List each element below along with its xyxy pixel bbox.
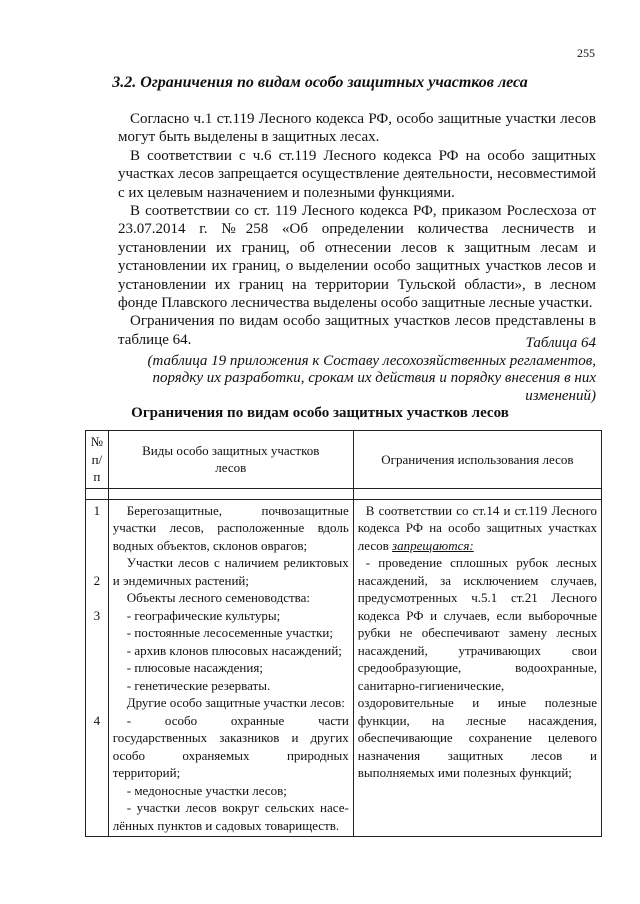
paragraph: В соответствии с ч.6 ст.119 Лесного кодекса РФ на особо защитных участках лесов запрещается осуществление деятельности, несовместимой с их целевым назначением и полезными функциями.	[118, 147, 596, 201]
header-limits: Ограничения использования лесов	[353, 431, 601, 489]
table-row	[86, 499, 602, 837]
type-subitem: - плюсовые насаждения;	[126, 660, 263, 675]
limits-intro-text: В соответствии со ст.14 и ст.119 Лесного кодекса РФ на особо защитных участках лесов	[357, 502, 597, 553]
limits-cell	[353, 499, 601, 837]
row-number: 2	[93, 572, 101, 588]
limits-prohibited: запрещаются:	[392, 537, 474, 553]
types-cell	[108, 499, 353, 837]
table-caption-note: (таблица 19 приложения к Составу лесохозяйственных регламентов,	[147, 352, 596, 369]
restrictions-table	[85, 430, 602, 837]
type-item: Участки лесов с наличием реликтовых и эндемичных растений;	[112, 555, 349, 588]
section-heading: 3.2. Ограничения по видам особо защитных участков леса	[112, 74, 528, 91]
type-subitem: - постоянные лесосеменные участки;	[126, 625, 333, 640]
type-item: Берегозащитные, почвозащитные участки лесов, расположенные вдоль водных объектов, склонов оврагов;	[112, 502, 349, 553]
spacer-row	[86, 488, 602, 499]
type-item: Другие особо защитные участки лесов:	[126, 695, 345, 710]
type-subitem: - архив клонов плюсовых насаждений;	[126, 642, 342, 658]
row-number: 1	[93, 502, 101, 518]
row-number-gap	[90, 519, 104, 572]
paragraph: В соответствии со ст. 119 Лесного кодекса РФ, приказом Рослесхоза от 23.07.2014 г. №258 «Об определении количества лесничеств и установлении их границ, об отнесении лесов к защитным лесам и установлении их границ, о выделении особо защитных участков лесов и установлении их границ на территории Тульской области», в лесном фонде Плавского лесничества выделены особо защитные лесные участки.	[118, 203, 596, 312]
spacer-cell	[353, 488, 601, 499]
paragraph: Ограничения по видам особо защитных участков лесов представлены в таблице 64.	[118, 313, 596, 348]
table-caption-note: порядку их разработки, срокам их действия и порядку внесения в них	[152, 370, 596, 386]
type-subitem: - географические культуры;	[126, 607, 281, 623]
row-number-gap	[90, 624, 104, 712]
row-number: 3	[93, 607, 101, 623]
body-text	[118, 110, 596, 349]
paragraph: Согласно ч.1 ст.119 Лесного кодекса РФ, особо защитные участки лесов могут быть выделены в защитных лесах.	[118, 111, 596, 146]
row-number-gap	[90, 589, 104, 607]
header-types	[108, 431, 353, 489]
table-caption-label: Таблица 64	[525, 335, 596, 351]
table-title: Ограничения по видам особо защитных участков лесов	[131, 405, 509, 421]
header-number-line: п/п	[91, 451, 103, 484]
page-number: 255	[577, 46, 595, 60]
limits-item: - проведение сплошных рубок лесных насаждений, за исключением случаев, предусмотренных ч.5.1 ст.21 Лесного кодекса РФ и случаев, если выборочные рубки не обеспечивают замену лесных насаждений, утрачивающих свои средообразующие, водоохранные, санитарно-гигиенические, оздоровительные и иные полезные функции, на лесные насаждения, обеспечивающие сохранение целевого назначения защитных лесов и выполняемых ими полезных функций;	[357, 555, 597, 780]
type-subitem: - участки лесов вокруг сельских насе-лённых пунктов и садовых товариществ.	[112, 800, 349, 833]
limits-intro	[358, 502, 597, 555]
type-item: Объекты лесного семеноводства:	[126, 590, 311, 605]
header-number	[86, 431, 109, 489]
header-types-line: Виды особо защитных участков	[142, 442, 320, 458]
row-number: 4	[93, 712, 101, 728]
table-header-row	[86, 431, 602, 489]
type-subitem: - медоносные участки лесов;	[126, 782, 287, 798]
number-cell	[86, 499, 109, 837]
type-subitem: - особо охранные части государственных заказников и других особо охраняемых природных территорий;	[112, 712, 349, 780]
table-caption-note: изменений)	[525, 387, 596, 404]
spacer-cell	[108, 488, 353, 499]
type-subitem: - генетические резерваты.	[126, 677, 271, 693]
spacer-cell	[86, 488, 109, 499]
table-caption	[118, 335, 596, 405]
header-types-line: лесов	[215, 460, 247, 476]
header-number-line: №	[90, 434, 104, 449]
